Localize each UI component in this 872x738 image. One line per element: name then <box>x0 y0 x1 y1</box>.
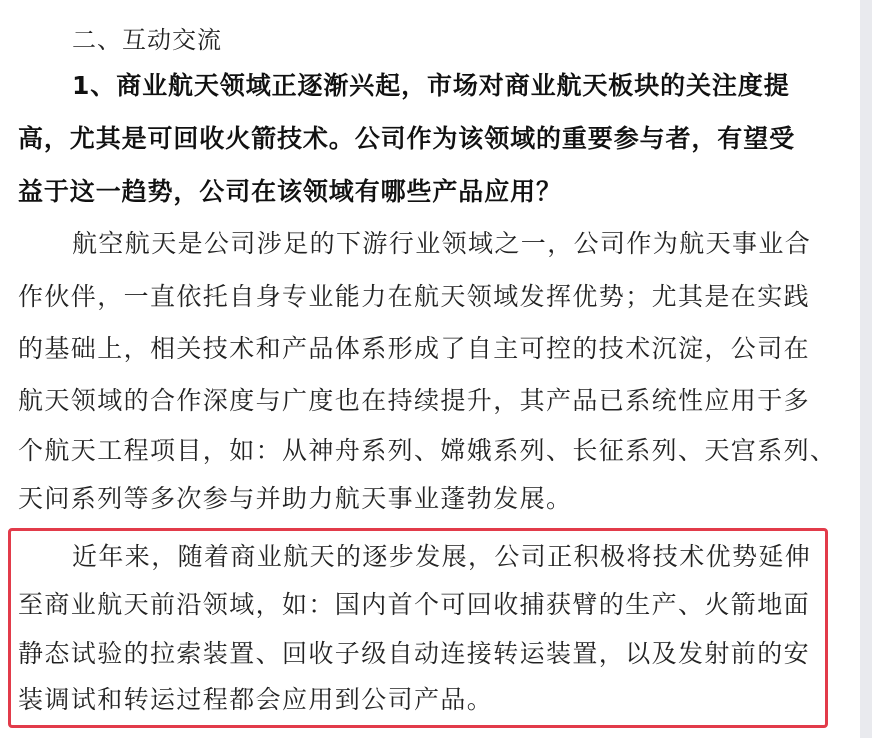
answer-para1-line-6: 天问系列等多次参与并助力航天事业蓬勃发展。 <box>18 484 573 513</box>
answer-para1-line-1: 航空航天是公司涉足的下游行业领域之一，公司作为航天事业合 <box>72 229 812 258</box>
answer-para1-line-3: 的基础上，相关技术和产品体系形成了自主可控的技术沉淀，公司在 <box>18 334 811 363</box>
answer-para2-line-2: 至商业航天前沿领域，如：国内首个可回收捕获臂的生产、火箭地面 <box>18 590 811 619</box>
answer-para2-line-1: 近年来，随着商业航天的逐步发展，公司正积极将技术优势延伸 <box>72 542 812 571</box>
question-line-2: 高，尤其是可回收火箭技术。公司作为该领域的重要参与者，有望受 <box>18 124 796 153</box>
answer-para2-line-4: 装调试和转运过程都会应用到公司产品。 <box>18 685 494 714</box>
answer-para1-line-5: 个航天工程项目，如：从神舟系列、嫦娥系列、长征系列、天宫系列、 <box>18 436 837 465</box>
answer-para2-line-3: 静态试验的拉索装置、回收子级自动连接转运装置，以及发射前的安 <box>18 639 811 668</box>
right-margin-strip <box>860 0 872 738</box>
answer-para1-line-2: 作伙伴，一直依托自身专业能力在航天领域发挥优势；尤其是在实践 <box>18 282 811 311</box>
question-line-3: 益于这一趋势，公司在该领域有哪些产品应用？ <box>18 177 562 206</box>
answer-para1-line-4: 航天领域的合作深度与广度也在持续提升，其产品已系统性应用于多 <box>18 386 811 415</box>
question-line-1: 1、商业航天领域正逐渐兴起，市场对商业航天板块的关注度提 <box>72 71 790 100</box>
section-title: 二、互动交流 <box>72 26 222 54</box>
